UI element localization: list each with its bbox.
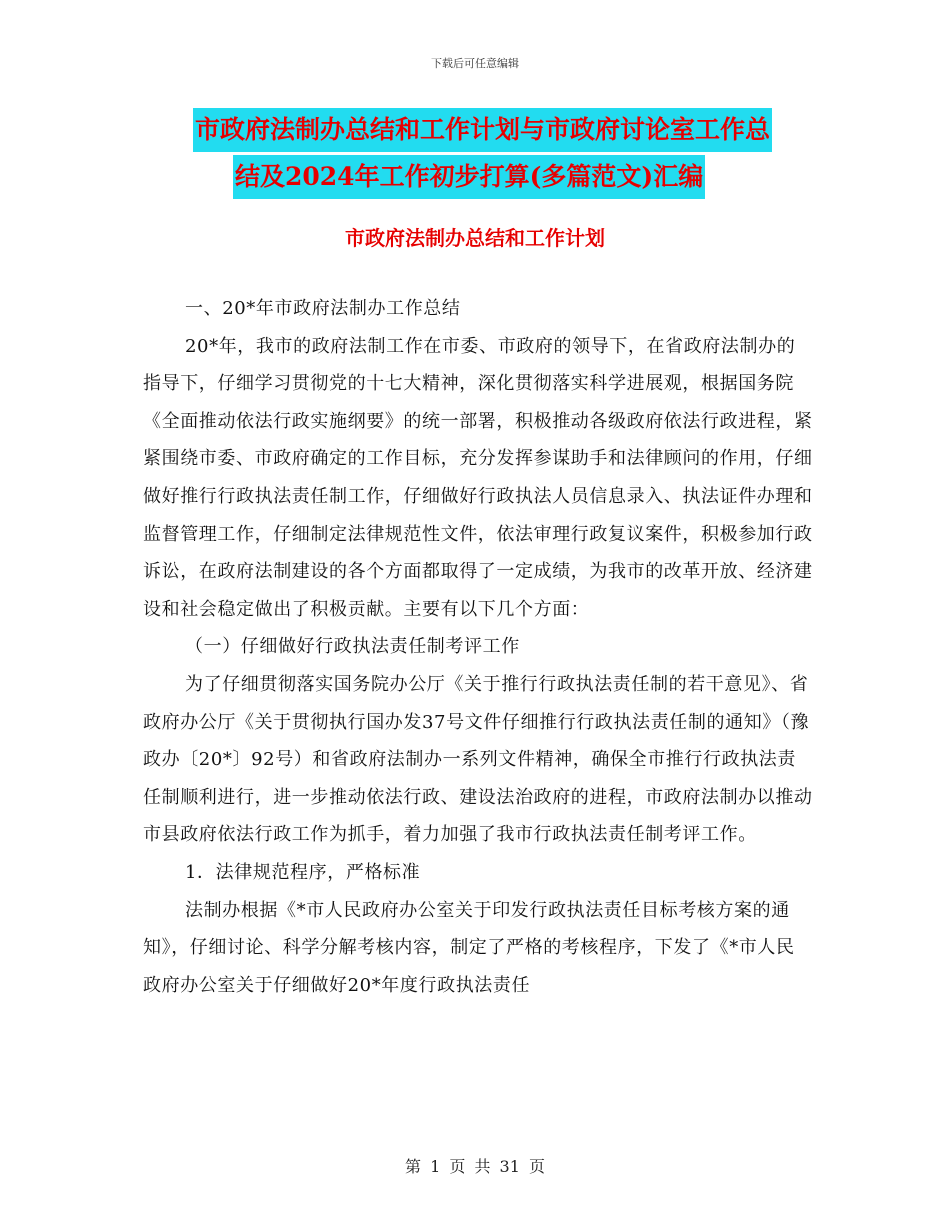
section-heading: 一、20*年市政府法制办工作总结 (185, 298, 461, 319)
item-heading: 1．法律规范程序，严格标准 (185, 861, 421, 883)
page-footer: 第 1 页 共 31 页 (405, 1157, 545, 1176)
section-subtitle: 市政府法制办总结和工作计划 (345, 226, 605, 250)
main-title-line-1: 市政府法制办总结和工作计划与市政府讨论室工作总 (193, 108, 772, 152)
header-note: 下载后可任意编辑 (431, 57, 519, 70)
body-text (143, 290, 813, 1004)
paragraph: 为了仔细贯彻落实国务院办公厅《关于推行行政执法责任制的若干意见》、省政府办公厅《关于贯彻执行国办发37号文件仔细推行行政执法责任制的通知》（豫政办〔20*〕92号）和省政府法制办一系列文件精神，确保全市推行行政执法责任制顺利进行，进一步推动依法行政、建设法治政府的进程，市政府法制办以推动市县政府依法行政工作为抓手，着力加强了我市行政执法责任制考评工作。 (143, 673, 813, 846)
paragraph: 20*年，我市的政府法制工作在市委、市政府的领导下，在省政府法制办的指导下，仔细学习贯彻党的十七大精神，深化贯彻落实科学进展观，根据国务院《全面推动依法行政实施纲要》的统一部署，积极推动各级政府依法行政进程，紧紧围绕市委、市政府确定的工作目标，充分发挥参谋助手和法律顾问的作用，仔细做好推行行政执法责任制工作，仔细做好行政执法人员信息录入、执法证件办理和监督管理工作，仔细制定法律规范性文件，依法审理行政复议案件，积极参加行政诉讼，在政府法制建设的各个方面都取得了一定成绩，为我市的改革开放、经济建设和社会稳定做出了积极贡献。主要有以下几个方面： (143, 335, 813, 620)
paragraph: 法制办根据《*市人民政府办公室关于印发行政执法责任目标考核方案的通知》，仔细讨论、科学分解考核内容，制定了严格的考核程序，下发了《*市人民政府办公室关于仔细做好20*年度行政执法责任 (143, 899, 795, 996)
main-title-line-2: 结及2024年工作初步打算(多篇范文)汇编 (233, 155, 705, 199)
subsection-heading: （一）仔细做好行政执法责任制考评工作 (185, 636, 520, 658)
